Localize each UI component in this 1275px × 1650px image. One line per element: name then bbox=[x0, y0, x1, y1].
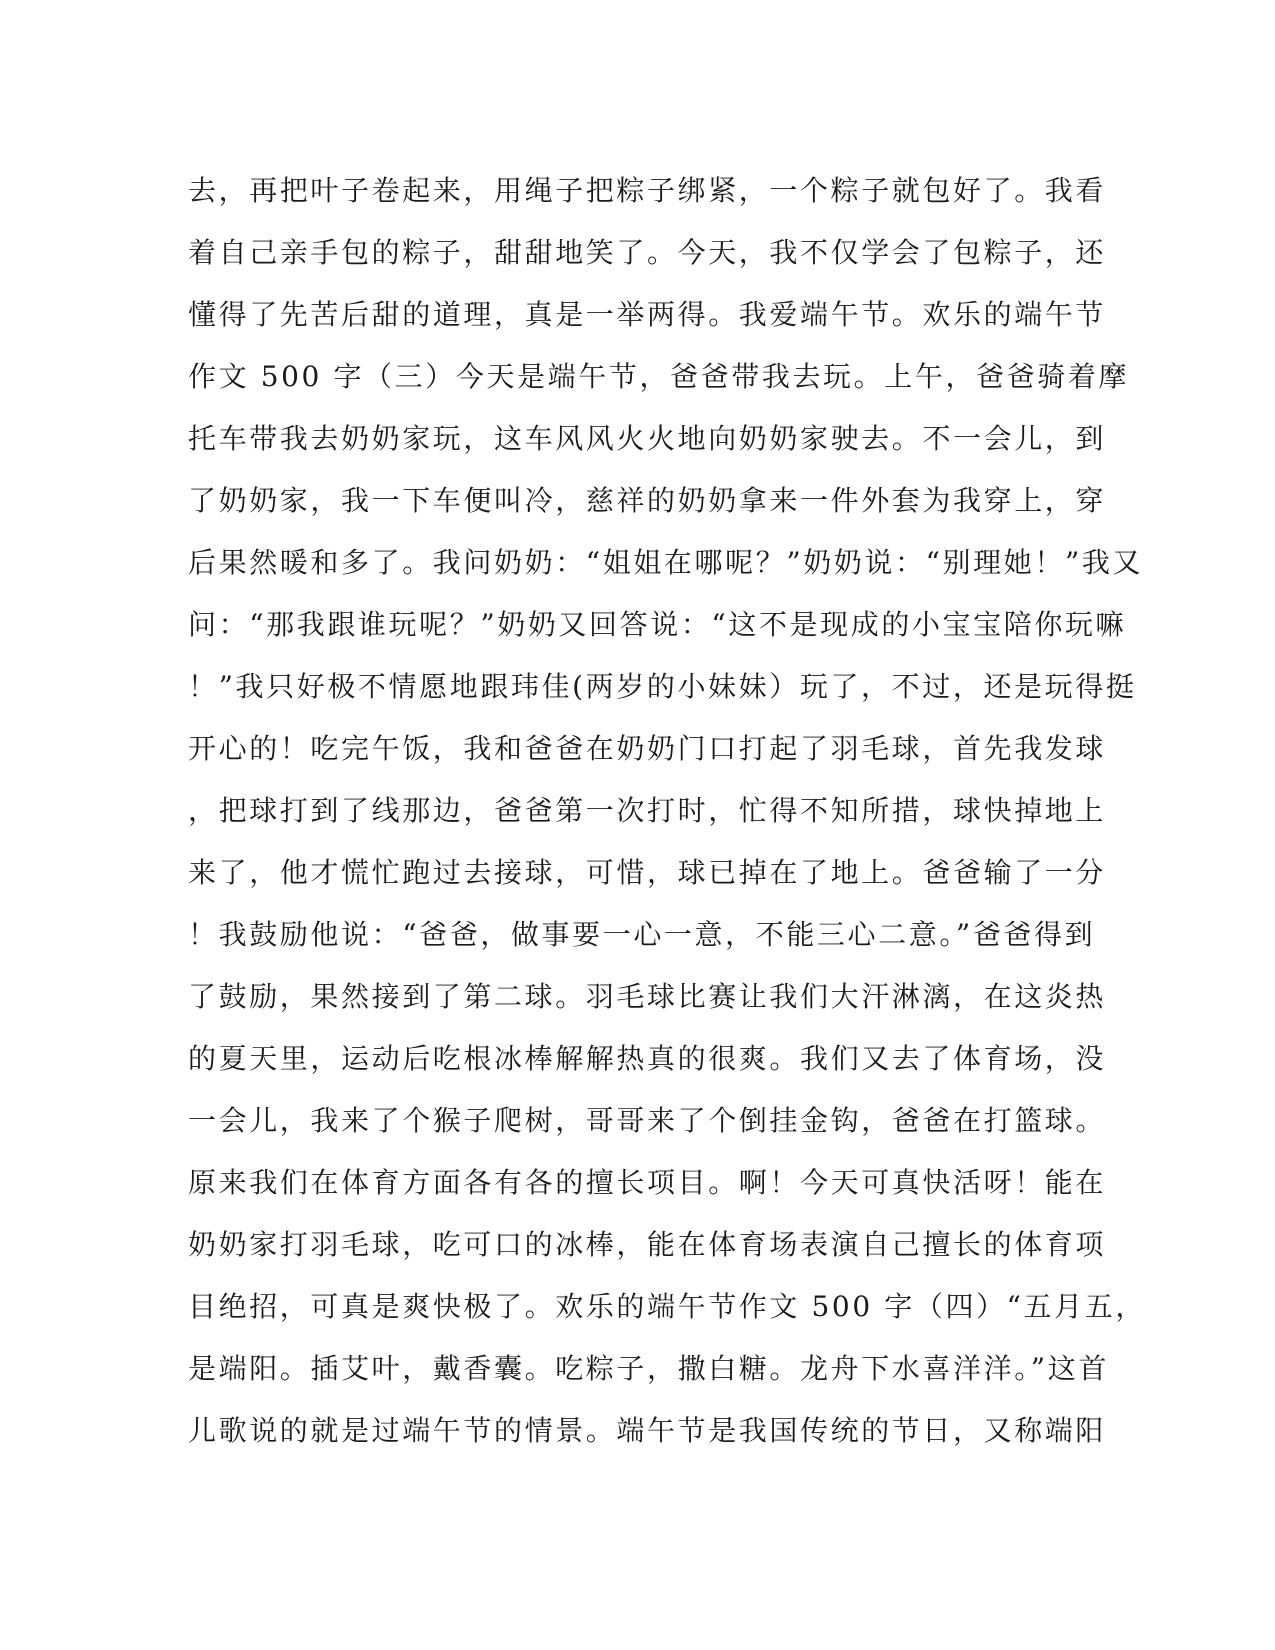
text-line: 原来我们在体育方面各有各的擅长项目。啊！今天可真快活呀！能在 bbox=[188, 1166, 1107, 1199]
text-line: 开心的！吃完午饭，我和爸爸在奶奶门口打起了羽毛球，首先我发球 bbox=[188, 732, 1107, 765]
text-line: 后果然暖和多了。我问奶奶：“姐姐在哪呢？”奶奶说：“别理她！”我又 bbox=[188, 546, 1144, 579]
text-line: 作文 500 字（三）今天是端午节，爸爸带我去玩。上午，爸爸骑着摩 bbox=[188, 360, 1130, 393]
text-line: 了奶奶家，我一下车便叫冷，慈祥的奶奶拿来一件外套为我穿上，穿 bbox=[188, 484, 1107, 517]
text-line: ！”我只好极不情愿地跟玮佳(两岁的小妹妹）玩了，不过，还是玩得挺 bbox=[188, 670, 1137, 703]
text-line: 去，再把叶子卷起来，用绳子把粽子绑紧，一个粽子就包好了。我看 bbox=[188, 174, 1107, 207]
text-line: 的夏天里，运动后吃根冰棒解解热真的很爽。我们又去了体育场，没 bbox=[188, 1042, 1107, 1075]
text-line: 一会儿，我来了个猴子爬树，哥哥来了个倒挂金钩，爸爸在打篮球。 bbox=[188, 1104, 1107, 1137]
text-line: 奶奶家打羽毛球，吃可口的冰棒，能在体育场表演自己擅长的体育项 bbox=[188, 1228, 1107, 1261]
text-line: 托车带我去奶奶家玩，这车风风火火地向奶奶家驶去。不一会儿，到 bbox=[188, 422, 1107, 455]
text-line: 目绝招，可真是爽快极了。欢乐的端午节作文 500 字（四）“五月五， bbox=[188, 1290, 1146, 1323]
text-line: ！我鼓励他说：“爸爸，做事要一心一意，不能三心二意。”爸爸得到 bbox=[188, 918, 1096, 951]
essay-text bbox=[188, 160, 1146, 1462]
text-line: 懂得了先苦后甜的道理，真是一举两得。我爱端午节。欢乐的端午节 bbox=[188, 298, 1107, 331]
text-line: 儿歌说的就是过端午节的情景。端午节是我国传统的节日，又称端阳 bbox=[188, 1414, 1107, 1447]
text-line: ，把球打到了线那边，爸爸第一次打时，忙得不知所措，球快掉地上 bbox=[188, 794, 1107, 827]
text-line: 问：“那我跟谁玩呢？”奶奶又回答说：“这不是现成的小宝宝陪你玩嘛 bbox=[188, 608, 1127, 641]
text-line: 来了，他才慌忙跑过去接球，可惜，球已掉在了地上。爸爸输了一分 bbox=[188, 856, 1107, 889]
text-line: 是端阳。插艾叶，戴香囊。吃粽子，撒白糖。龙舟下水喜洋洋。”这首 bbox=[188, 1352, 1109, 1385]
text-line: 了鼓励，果然接到了第二球。羽毛球比赛让我们大汗淋漓，在这炎热 bbox=[188, 980, 1107, 1013]
text-line: 着自己亲手包的粽子，甜甜地笑了。今天，我不仅学会了包粽子，还 bbox=[188, 236, 1107, 269]
